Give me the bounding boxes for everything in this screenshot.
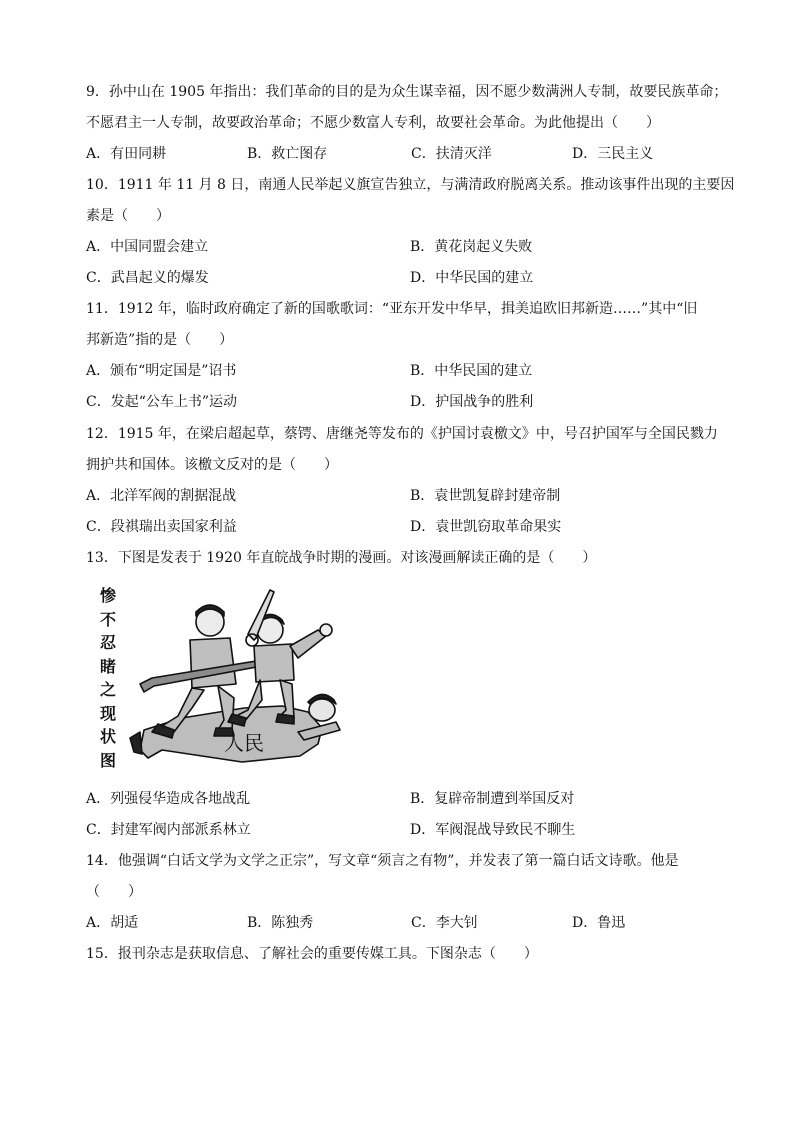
cartoon-drawing [122, 580, 346, 772]
question-9-text-line1: 9．孙中山在 1905 年指出：我们革命的目的是为众生谋幸福，因不愿少数满洲人专制，故要民族革命； [86, 84, 728, 100]
question-14-option-d: D．鲁迅 [572, 915, 626, 931]
cartoon-vertical-title [96, 584, 120, 772]
question-9-text-line2: 不愿君主一人专制，故要政治革命；不愿少数富人专利，故要社会革命。为此他提出（ ） [86, 115, 660, 131]
cartoon-label-people: 人民 [224, 731, 264, 755]
question-9-option-a: A．有田同耕 [86, 146, 167, 162]
question-12-text-line1: 12．1915 年，在梁启超起草，蔡锷、唐继尧等发布的《护国讨袁檄文》中，号召护国军与全国民戮力 [86, 426, 718, 442]
cartoon-title-char: 图 [99, 750, 116, 770]
question-12-option-b: B．袁世凯复辟封建帝制 [410, 488, 561, 504]
question-12-text-line2: 拥护共和国体。该檄文反对的是（ ） [86, 457, 338, 473]
question-15-text-line1: 15．报刊杂志是获取信息、了解社会的重要传媒工具。下图杂志（ ） [86, 946, 538, 962]
question-10-option-d: D．中华民国的建立 [410, 270, 534, 286]
question-12-option-c: C．段祺瑞出卖国家利益 [86, 519, 237, 535]
question-14-option-c: C．李大钊 [411, 915, 478, 931]
cartoon-title-char: 惨 [99, 586, 116, 605]
question-11-text-line1: 11．1912 年，临时政府确定了新的国歌歌词：“亚东开发中华早，揖美追欧旧邦新造……”其中“旧 [86, 301, 698, 317]
question-13-option-d: D．军阀混战导致民不聊生 [410, 822, 576, 838]
question-11-option-c: C．发起“公车上书”运动 [86, 394, 238, 410]
question-13-text-line1: 13．下图是发表于 1920 年直皖战争时期的漫画。对该漫画解读正确的是（ ） [86, 550, 597, 566]
question-13-option-b: B．复辟帝制遭到举国反对 [410, 791, 575, 807]
cartoon-title-char: 状 [99, 727, 116, 746]
question-11-option-a: A．颁布“明定国是”诏书 [86, 363, 237, 379]
question-14-text-line1: 14．他强调“白话文学为文学之正宗”，写文章“须言之有物”，并发表了第一篇白话文诗歌。他是 [86, 853, 679, 869]
question-14-option-a: A．胡适 [86, 915, 139, 931]
cartoon-title-char: 忍 [99, 633, 116, 652]
cartoon-title-char: 现 [99, 703, 116, 723]
question-10-text-line2: 素是（ ） [86, 208, 170, 224]
question-12-option-a: A．北洋军阀的割据混战 [86, 488, 237, 504]
question-10-text-line1: 10．1911 年 11 月 8 日，南通人民举起义旗宣告独立，与满清政府脱离关系。推动该事件出现的主要因 [86, 177, 735, 193]
question-10-option-a: A．中国同盟会建立 [86, 239, 209, 255]
cartoon-title-char: 之 [99, 680, 116, 699]
question-14-option-b: B．陈独秀 [247, 915, 314, 931]
question-13-option-a: A．列强侵华造成各地战乱 [86, 791, 251, 807]
question-9-option-b: B．救亡图存 [247, 146, 328, 162]
cartoon-image [96, 580, 346, 772]
question-11-option-b: B．中华民国的建立 [410, 363, 533, 379]
question-10-option-b: B．黄花岗起义失败 [410, 239, 533, 255]
question-12-option-d: D．袁世凯窃取革命果实 [410, 519, 562, 535]
cartoon-title-char: 不 [99, 609, 116, 629]
question-11-option-d: D．护国战争的胜利 [410, 394, 534, 410]
question-10-option-c: C．武昌起义的爆发 [86, 270, 209, 286]
question-11-text-line2: 邦新造”指的是（ ） [86, 332, 234, 348]
question-9-option-d: D．三民主义 [572, 146, 654, 162]
cartoon-title-char: 睹 [99, 656, 116, 676]
question-9-option-c: C．扶清灭洋 [411, 146, 492, 162]
question-14-text-line2: （ ） [86, 884, 142, 900]
question-13-option-c: C．封建军阀内部派系林立 [86, 822, 251, 838]
